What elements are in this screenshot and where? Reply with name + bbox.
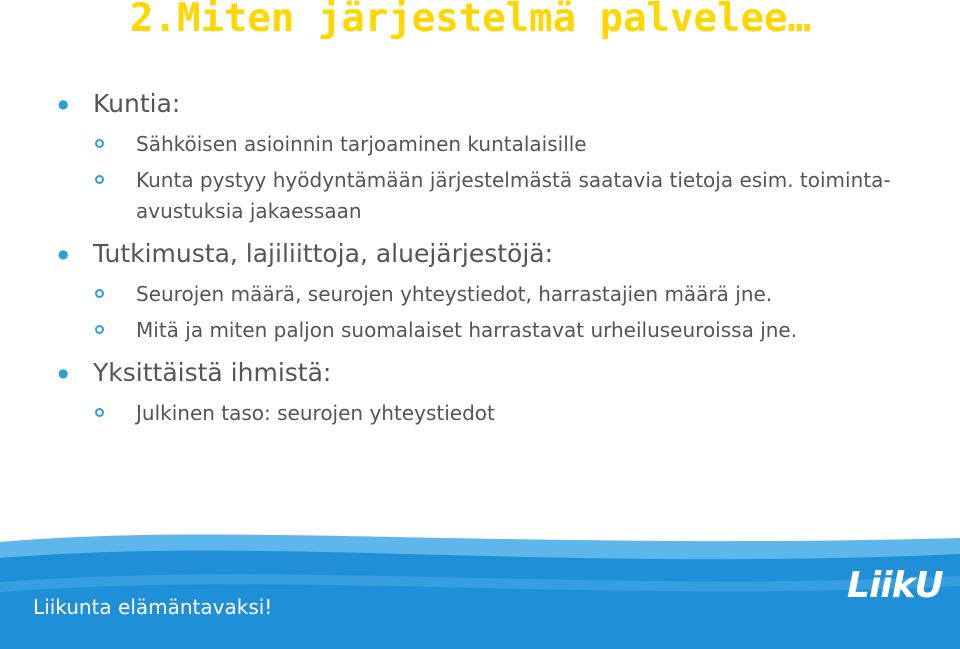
bullet-icon: ● — [58, 97, 69, 111]
list-item-text: Sähköisen asioinnin tarjoaminen kuntalaisille — [136, 132, 587, 156]
circle-bullet-icon — [95, 175, 104, 184]
logo-text: LiikU — [847, 565, 943, 606]
slide-title: 2.Miten järjestelmä palvelee… — [130, 0, 811, 41]
list-item — [55, 165, 915, 227]
section-heading-tutkimusta — [55, 238, 915, 270]
section-heading-text: Kuntia: — [93, 89, 181, 118]
list-item-text: Julkinen taso: seurojen yhteystiedot — [136, 401, 495, 425]
bullet-icon: ● — [58, 366, 69, 380]
circle-bullet-icon — [95, 325, 104, 334]
list-item — [55, 129, 915, 160]
section-heading-yksittaista — [55, 357, 915, 389]
footer-slogan: Liikunta elämäntavaksi! — [33, 595, 273, 619]
section-heading-kuntia — [55, 88, 915, 120]
section-heading-text: Yksittäistä ihmistä: — [93, 358, 332, 387]
bullet-list — [55, 88, 915, 434]
footer-banner — [0, 520, 960, 649]
circle-bullet-icon — [95, 289, 104, 298]
bullet-icon: ● — [58, 247, 69, 261]
list-item — [55, 315, 915, 346]
liiku-logo — [847, 560, 943, 622]
circle-bullet-icon — [95, 408, 104, 417]
list-item-text: Seurojen määrä, seurojen yhteystiedot, harrastajien määrä jne. — [136, 282, 773, 306]
section-heading-text: Tutkimusta, lajiliittoja, aluejärjestöjä: — [93, 239, 554, 268]
circle-bullet-icon — [95, 139, 104, 148]
list-item — [55, 398, 915, 429]
footer-wave-graphic — [0, 520, 960, 649]
list-item — [55, 279, 915, 310]
list-item-text: Mitä ja miten paljon suomalaiset harrastavat urheiluseuroissa jne. — [136, 318, 798, 342]
list-item-text: Kunta pystyy hyödyntämään järjestelmästä saatavia tietoja esim. toiminta-avustuksia jakaessaan — [136, 168, 891, 223]
